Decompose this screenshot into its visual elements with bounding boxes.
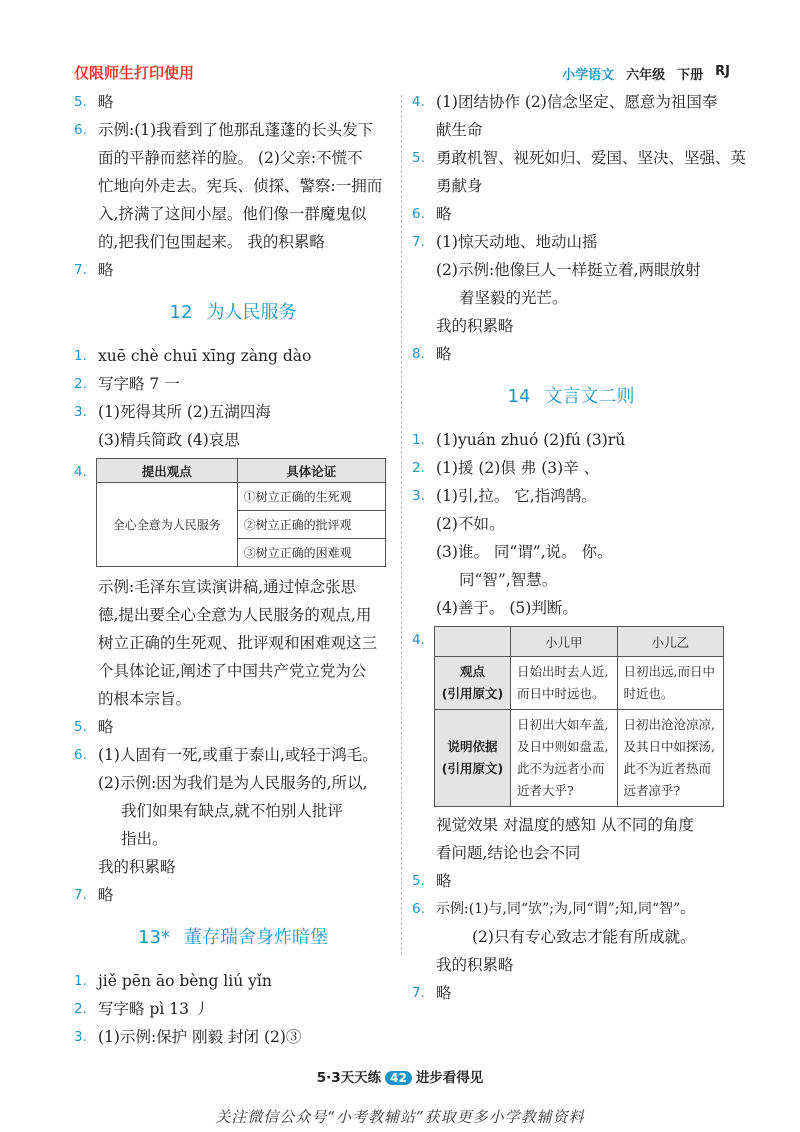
left-column — [74, 88, 392, 1051]
item-number: 4. — [412, 632, 425, 648]
table-cell: ②树立正确的批评观 — [237, 511, 385, 539]
answer-text: (1)惊天动地、地动山摇 — [436, 233, 598, 251]
answer-text: (1)示例:保护 刚毅 封闭 (2)③ — [98, 1028, 302, 1046]
answer-text: 我的积累略 — [98, 858, 176, 876]
answer-text: (2)示例:因为我们是为人民服务的,所以, — [98, 774, 368, 792]
answer-text: 略 — [436, 345, 452, 363]
answer-text: 视觉效果 对温度的感知 从不同的角度 — [436, 816, 694, 834]
answer-text: (1)引,拉。 它,指鸿鹄。 — [436, 487, 597, 505]
slogan: 进步看得见 — [415, 1070, 484, 1086]
answer-text: 示例:毛泽东宣读演讲稿,通过悼念张思 — [98, 578, 357, 596]
answer-text: 示例:(1)与,同“欤”;为,同“谓”;知,同“智”。 — [436, 901, 695, 917]
answer-text: 面的平静而慈祥的脸。 (2)父亲:不慌不 — [98, 149, 363, 167]
table-cell: 日初出远,而日中时近也。 — [617, 657, 724, 710]
item-number: 7. — [74, 262, 87, 278]
lesson-number: 12 — [169, 302, 193, 323]
item-number: 7. — [412, 234, 425, 250]
table-header: 具体论证 — [237, 459, 385, 483]
answer-item — [74, 116, 392, 144]
lesson-number: 14 — [507, 386, 531, 407]
answer-text: 忙地向外走去。宪兵、侦探、警察:一拥而 — [98, 177, 383, 195]
answer-text: 略 — [98, 93, 114, 111]
item-number: 2. — [412, 460, 425, 476]
answer-text: 着坚毅的光芒。 — [459, 289, 568, 307]
lesson-number: 13* — [138, 927, 170, 948]
answer-text: 写字略 7 一 — [98, 375, 180, 393]
answer-text: (2)示例:他像巨人一样挺立着,两眼放射 — [436, 261, 701, 279]
table-header: 提出观点 — [97, 459, 238, 483]
item-number: 7. — [74, 887, 87, 903]
answer-text: 写字略 pì 13 丿 — [98, 1000, 210, 1018]
answer-text: xuē chè chuī xīng zàng dào — [98, 347, 312, 365]
row-header — [435, 710, 511, 807]
answer-text: 德,提出要全心全意为人民服务的观点,用 — [98, 606, 372, 624]
argument-table — [96, 458, 386, 567]
row-header-line: (引用原文) — [441, 686, 504, 701]
answer-text: (2)不如。 — [436, 515, 505, 533]
right-column — [412, 88, 747, 1007]
answer-text: (1)人固有一死,或重于泰山,或轻于鸿毛。 — [98, 746, 378, 764]
answer-text: 略 — [436, 872, 452, 890]
watermark-text: 关注微信公众号“小考教辅站”获取更多小学教辅资料 — [215, 1108, 585, 1126]
answer-item — [74, 256, 392, 284]
item-number: 1. — [74, 348, 87, 364]
answer-text: 略 — [98, 718, 114, 736]
answer-text: 勇献身 — [436, 177, 483, 195]
book-info — [562, 64, 730, 83]
item-number: 5. — [412, 873, 425, 889]
answer-text: 指出。 — [121, 830, 168, 848]
answer-text: 勇敢机智、视死如归、爱国、坚决、坚强、英 — [436, 149, 747, 167]
answer-text: (3)精兵简政 (4)哀思 — [98, 431, 240, 449]
item-number: 4. — [412, 94, 425, 110]
answer-text: 的根本宗旨。 — [98, 690, 192, 708]
page-footer — [0, 1066, 800, 1086]
answer-text: 树立正确的生死观、批评观和困难观这三 — [98, 634, 378, 652]
item-number: 5. — [74, 94, 87, 110]
row-header-line: 说明依据 — [447, 739, 498, 754]
item-number: 4. — [74, 464, 87, 480]
item-number: 6. — [74, 122, 87, 138]
item-number: 7. — [412, 985, 425, 1001]
item-number: 3. — [74, 1029, 87, 1045]
row-header — [435, 657, 511, 710]
answer-text: 我的积累略 — [436, 956, 514, 974]
answer-text: 入,挤满了这间小屋。他们像一群魔鬼似 — [98, 205, 367, 223]
grade-label: 六年级 — [626, 68, 666, 83]
row-header-line: (引用原文) — [441, 761, 504, 776]
lesson-name: 董存瑞舍身炸暗堡 — [183, 927, 328, 948]
table-cell: 全心全意为人民服务 — [97, 483, 238, 567]
answer-text: 同“智”,智慧。 — [459, 571, 558, 589]
lesson-title — [412, 368, 730, 426]
answer-text: 略 — [98, 261, 114, 279]
item-number: 5. — [412, 150, 425, 166]
item-number: 3. — [412, 488, 425, 504]
answer-text: 的,把我们包围起来。 我的积累略 — [98, 233, 325, 251]
item-number: 6. — [412, 206, 425, 222]
comparison-table — [434, 626, 724, 807]
item-number: 3. — [74, 404, 87, 420]
item-number: 1. — [412, 432, 425, 448]
answer-text: 我的积累略 — [436, 317, 514, 335]
answer-text: (4)善于。 (5)判断。 — [436, 599, 578, 617]
lesson-name: 文言文二则 — [544, 386, 635, 407]
table-cell: 日初出大如车盖,及日中则如盘盂,此不为远者小而近者大乎? — [511, 710, 618, 807]
answer-text: (1)死得其所 (2)五湖四海 — [98, 403, 271, 421]
page-number: 42 — [385, 1071, 412, 1085]
answer-text: 献生命 — [436, 121, 483, 139]
lesson-title — [74, 909, 392, 967]
item-number: 2. — [74, 376, 87, 392]
edition-label: RJ — [715, 64, 730, 79]
answer-text: 略 — [98, 886, 114, 904]
series-name: 5·3天天练 — [316, 1070, 382, 1086]
item-number: 6. — [412, 901, 425, 917]
table-cell: 日初出沧沧凉凉,及其日中如探汤,此不为近者热而远者凉乎? — [617, 710, 724, 807]
item-number: 1. — [74, 973, 87, 989]
column-divider — [401, 95, 402, 955]
table-header: 小儿乙 — [617, 627, 724, 657]
table-header — [435, 627, 511, 657]
table-cell: 日始出时去人近,而日中时远也。 — [511, 657, 618, 710]
answer-text: 略 — [436, 205, 452, 223]
item-number: 8. — [412, 346, 425, 362]
table-cell: ③树立正确的困难观 — [237, 539, 385, 567]
answer-text: (1)yuán zhuó (2)fú (3)rǔ — [436, 431, 626, 449]
answer-text: (2)只有专心致志才能有所成就。 — [472, 928, 696, 946]
answer-text: (1)团结协作 (2)信念坚定、愿意为祖国奉 — [436, 93, 718, 111]
table-header: 小儿甲 — [511, 627, 618, 657]
answer-text: 个具体论证,阐述了中国共产党立党为公 — [98, 662, 367, 680]
answer-text: 我们如果有缺点,就不怕别人批评 — [121, 802, 343, 820]
answer-text: jiě pēn āo bèng liú yǐn — [98, 972, 272, 990]
volume-label: 下册 — [677, 68, 704, 83]
answer-text: 看问题,结论也会不同 — [436, 844, 581, 862]
answer-text: (3)谁。 同“谓”,说。 你。 — [436, 543, 613, 561]
item-number: 5. — [74, 719, 87, 735]
subject-label: 小学语文 — [562, 68, 615, 83]
answer-item — [74, 88, 392, 116]
print-notice: 仅限师生打印使用 — [74, 64, 195, 82]
lesson-title — [74, 284, 392, 342]
answer-text: 略 — [436, 984, 452, 1002]
row-header-line: 观点 — [459, 664, 485, 679]
table-cell: ①树立正确的生死观 — [237, 483, 385, 511]
answer-text: (1)援 (2)俱 弗 (3)辛 、 — [436, 459, 600, 477]
lesson-name: 为人民服务 — [206, 302, 297, 323]
item-number: 2. — [74, 1001, 87, 1017]
answer-text: 示例:(1)我看到了他那乱蓬蓬的长头发下 — [98, 121, 374, 139]
item-number: 6. — [74, 747, 87, 763]
